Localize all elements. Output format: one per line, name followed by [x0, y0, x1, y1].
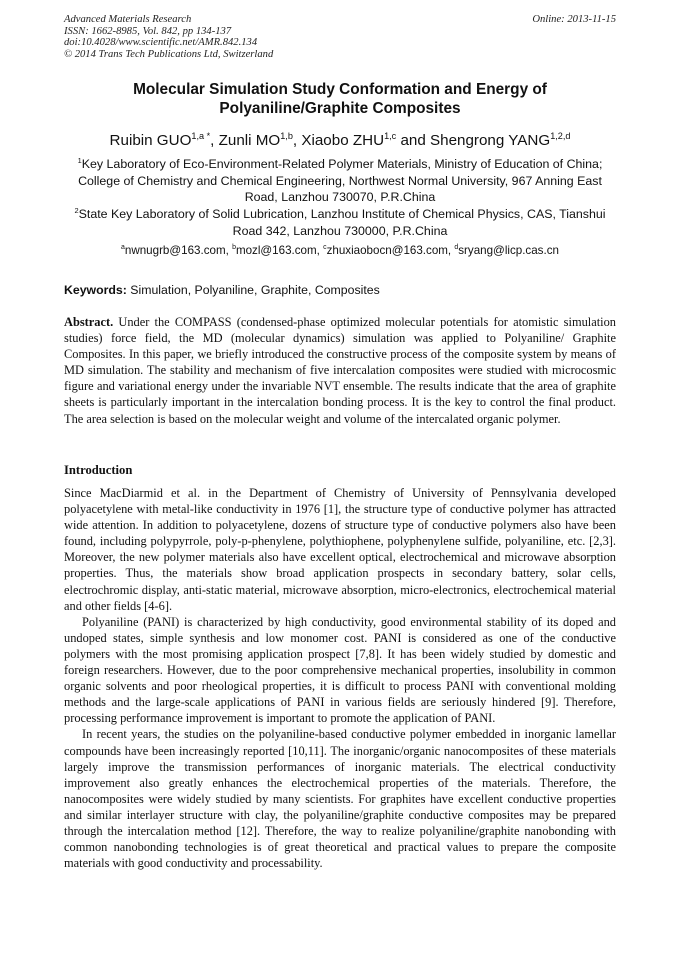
title-line-1: Molecular Simulation Study Conformation and Energy of: [133, 81, 547, 98]
abstract-label: Abstract.: [64, 315, 114, 329]
paragraph: Polyaniline (PANI) is characterized by high conductivity, good environmental stability of its doped and undoped states, simple synthesis and low monomer cost. PANI is considered as one of the conductive polymers with the most promising application prospect [7,8]. It has been widely studied by domestic and foreign researchers. However, due to the poor comprehensive mechanical properties, insolubility in common organic solvents and poor rheological properties, it is difficult to process PANI with conventional molding methods and the large-scale applications of PANI in various fields are seriously hindered [9]. Therefore, processing performance improvement is important to promote the application of PANI.: [64, 614, 616, 726]
copyright-line: © 2014 Trans Tech Publications Ltd, Switzerland: [64, 48, 274, 60]
affiliation-line: Key Laboratory of Eco-Environment-Related Polymer Materials, Ministry of Education of China;: [81, 157, 603, 171]
introduction-body: [64, 485, 616, 871]
author-separator: and: [396, 132, 431, 149]
email-address: nwnugrb@163.com,: [124, 244, 233, 257]
paper-title: [64, 80, 616, 118]
affiliation-line: Road 342, Lanzhou 730000, P.R.China: [232, 223, 448, 238]
keywords-text: Simulation, Polyaniline, Graphite, Composites: [126, 283, 380, 297]
affiliation-marker: 2: [74, 205, 79, 215]
author-name: Zunli MO: [218, 132, 281, 149]
author-separator: ,: [210, 132, 219, 149]
affiliation-line: State Key Laboratory of Solid Lubrication, Lanzhou Institute of Chemical Physics, CAS, Tianshui: [78, 207, 606, 221]
author-emails: [64, 243, 616, 259]
paragraph: In recent years, the studies on the polyaniline-based conductive polymer embedded in inorganic lamellar compounds have been increasingly reported [10,11]. The inorganic/organic nanocomposites of these materials largely improve the transmission performances of inorganic materials. The electrical conductivity improvement also greatly enhances the electrochemical properties of the materials. Therefore, the nanocomposites were widely studied by many scientists. For graphites have excellent conductive properties and similar interlayer structure with clay, the polyaniline/graphite conductive composites may be prepared through the intercalation method [12]. Therefore, the way to realize polyaniline/graphite nanobonding with common nanobonding technologies is of great theoretical and practical values to prepare the composite materials with good conductivity and processability.: [64, 727, 616, 871]
abstract-text: Under the COMPASS (condensed-phase optimized molecular potentials for atomistic simulation studies) force field, the MD (molecular dynamics) simulation was applied to Polyaniline/ Graphite Composites. In this paper, we briefly introduced the constructive process of the composite system by means of MD simulation. The stability and mechanism of five intercalation composites were studied with microcosmic figure and variational energy under the invariable NVT ensemble. The results indicate that the area of graphite sheets is particularly important in the intercalation bonding process. It is the key to control the final product. The area selection is based on the molecular weight and volume of the intercalated organic polymer.: [64, 315, 616, 426]
email-address: zhuxiaobocn@163.com,: [326, 244, 455, 257]
author-list: [64, 132, 616, 150]
email-marker: b: [232, 244, 236, 252]
affiliation-marker: 1: [77, 155, 82, 165]
title-line-2: Polyaniline/Graphite Composites: [219, 100, 461, 117]
email-address: sryang@licp.cas.cn: [458, 244, 559, 257]
abstract: [64, 314, 616, 427]
email-marker: d: [454, 244, 459, 252]
author-name: Shengrong YANG: [430, 132, 551, 149]
keywords: [64, 282, 616, 298]
author-separator: ,: [292, 132, 302, 149]
affiliation-2: [64, 206, 616, 239]
paragraph: Since MacDiarmid et al. in the Department of Chemistry of University of Pennsylvania developed polyacetylene with metal-like conductivity in 1976 [1], the structure type of conductive polymer has attracted wide attention. In addition to polyacetylene, dozens of structure type of conductive polymers also have been found, including polypyrrole, poly-p-phenylene, polythiophene, polyphenylene sulfide, polyaniline, etc. [2,3]. Moreover, the new polymer materials also have excellent optical, electrochemical and microwave absorption properties. Thus, the materials show broad application prospects in secondary battery, solar cells, electrochromic display, anti-static material, microwave absorption, micro-electronics, electrochemical material and other fields [4-6].: [64, 486, 616, 613]
keywords-label: Keywords:: [64, 283, 127, 297]
author-name: Xiaobo ZHU: [301, 132, 385, 149]
journal-header: [64, 14, 616, 60]
author-affiliation-marker: 1,c: [384, 130, 397, 141]
affiliation-1: [64, 156, 616, 206]
email-marker: c: [323, 244, 327, 252]
section-heading-introduction: Introduction: [64, 463, 133, 477]
email-marker: a: [121, 244, 125, 252]
author-name: Ruibin GUO: [109, 132, 192, 149]
issn-line: ISSN: 1662-8985, Vol. 842, pp 134-137: [64, 25, 232, 37]
journal-name: Advanced Materials Research: [64, 14, 192, 25]
author-affiliation-marker: 1,2,d: [550, 130, 571, 141]
email-address: mozl@163.com,: [235, 244, 324, 257]
affiliation-line: College of Chemistry and Chemical Engineering, Northwest Normal University, 967 Anning East: [78, 173, 602, 188]
affiliation-line: Road, Lanzhou 730070, P.R.China: [244, 190, 436, 204]
author-affiliation-marker: 1,a *: [191, 130, 211, 141]
author-affiliation-marker: 1,b: [280, 130, 293, 141]
online-date: Online: 2013-11-15: [532, 14, 616, 25]
doi-line: doi:10.4028/www.scientific.net/AMR.842.134: [64, 37, 258, 49]
